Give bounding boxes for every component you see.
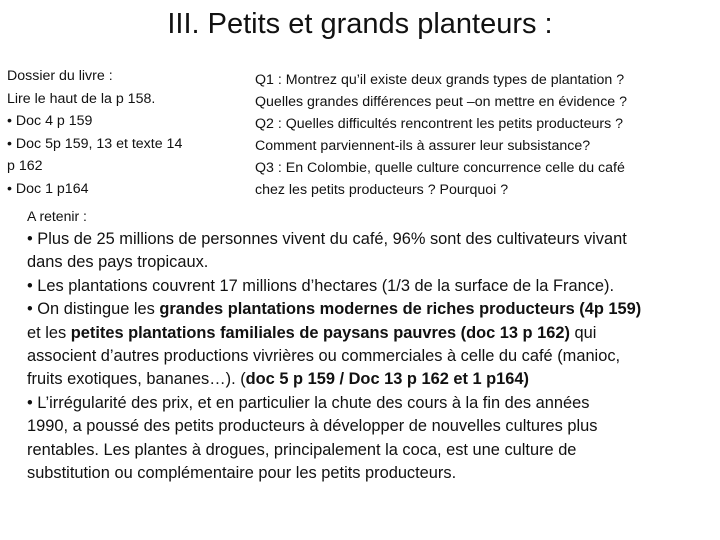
dossier-line: • Doc 5p 159, 13 et texte 14 — [7, 135, 183, 152]
retenir-bold-text: petites plantations familiales de paysans pauvres (doc 13 p 162) — [70, 323, 570, 342]
retenir-text: • On distingue les — [27, 300, 160, 319]
retenir-bold-text: grandes plantations modernes de riches producteurs (4p 159) — [159, 300, 642, 319]
retenir-label: A retenir : — [27, 208, 87, 224]
retenir-line: 1990, a poussé des petits producteurs à développer de nouvelles cultures plus — [27, 417, 598, 436]
retenir-line: • Les plantations couvrent 17 millions d’hectares (1/3 de la surface de la France). — [27, 276, 615, 295]
question-line: Q2 : Quelles difficultés rencontrent les petits producteurs ? — [255, 116, 624, 132]
retenir-line: • Plus de 25 millions de personnes vivent du café, 96% sont des cultivateurs vivant — [27, 230, 627, 248]
retenir-text: fruits exotiques, bananes…). ( — [27, 370, 246, 389]
dossier-line: • Doc 1 p164 — [7, 180, 89, 197]
retenir-line: associent d’autres productions vivrières ou commerciales à celle du café (manioc, — [27, 347, 621, 366]
dossier-line: • Doc 4 p 159 — [7, 113, 93, 129]
retenir-line: rentables. Les plantes à drogues, principalement la coca, est une culture de — [27, 440, 577, 459]
retenir-line — [27, 298, 717, 321]
page-title: III. Petits et grands planteurs : — [167, 8, 553, 40]
retenir-line: dans des pays tropicaux. — [27, 253, 209, 272]
dossier-line: Lire le haut de la p 158. — [7, 90, 156, 107]
retenir-line: • L’irrégularité des prix, et en particulier la chute des cours à la fin des années — [27, 393, 590, 412]
question-line: Comment parviennent-ils à assurer leur subsistance? — [255, 138, 591, 154]
retenir-body — [27, 228, 717, 485]
dossier-box — [7, 65, 237, 200]
question-line: Q1 : Montrez qu’il existe deux grands types de plantation ? — [255, 72, 625, 88]
dossier-line: p 162 — [7, 158, 43, 174]
retenir-bold-text: doc 5 p 159 / Doc 13 p 162 et 1 p164) — [245, 370, 529, 389]
questions-box — [255, 69, 715, 201]
dossier-line: Dossier du livre : — [7, 68, 113, 84]
retenir-line — [27, 322, 717, 345]
retenir-line — [27, 368, 717, 391]
retenir-text: qui — [569, 323, 597, 342]
question-line: chez les petits producteurs ? Pourquoi ? — [255, 182, 509, 198]
retenir-text: et les — [27, 323, 71, 342]
retenir-line: substitution ou complémentaire pour les petits producteurs. — [27, 464, 457, 483]
question-line: Q3 : En Colombie, quelle culture concurrence celle du café — [255, 160, 625, 176]
question-line: Quelles grandes différences peut –on mettre en évidence ? — [255, 94, 628, 110]
